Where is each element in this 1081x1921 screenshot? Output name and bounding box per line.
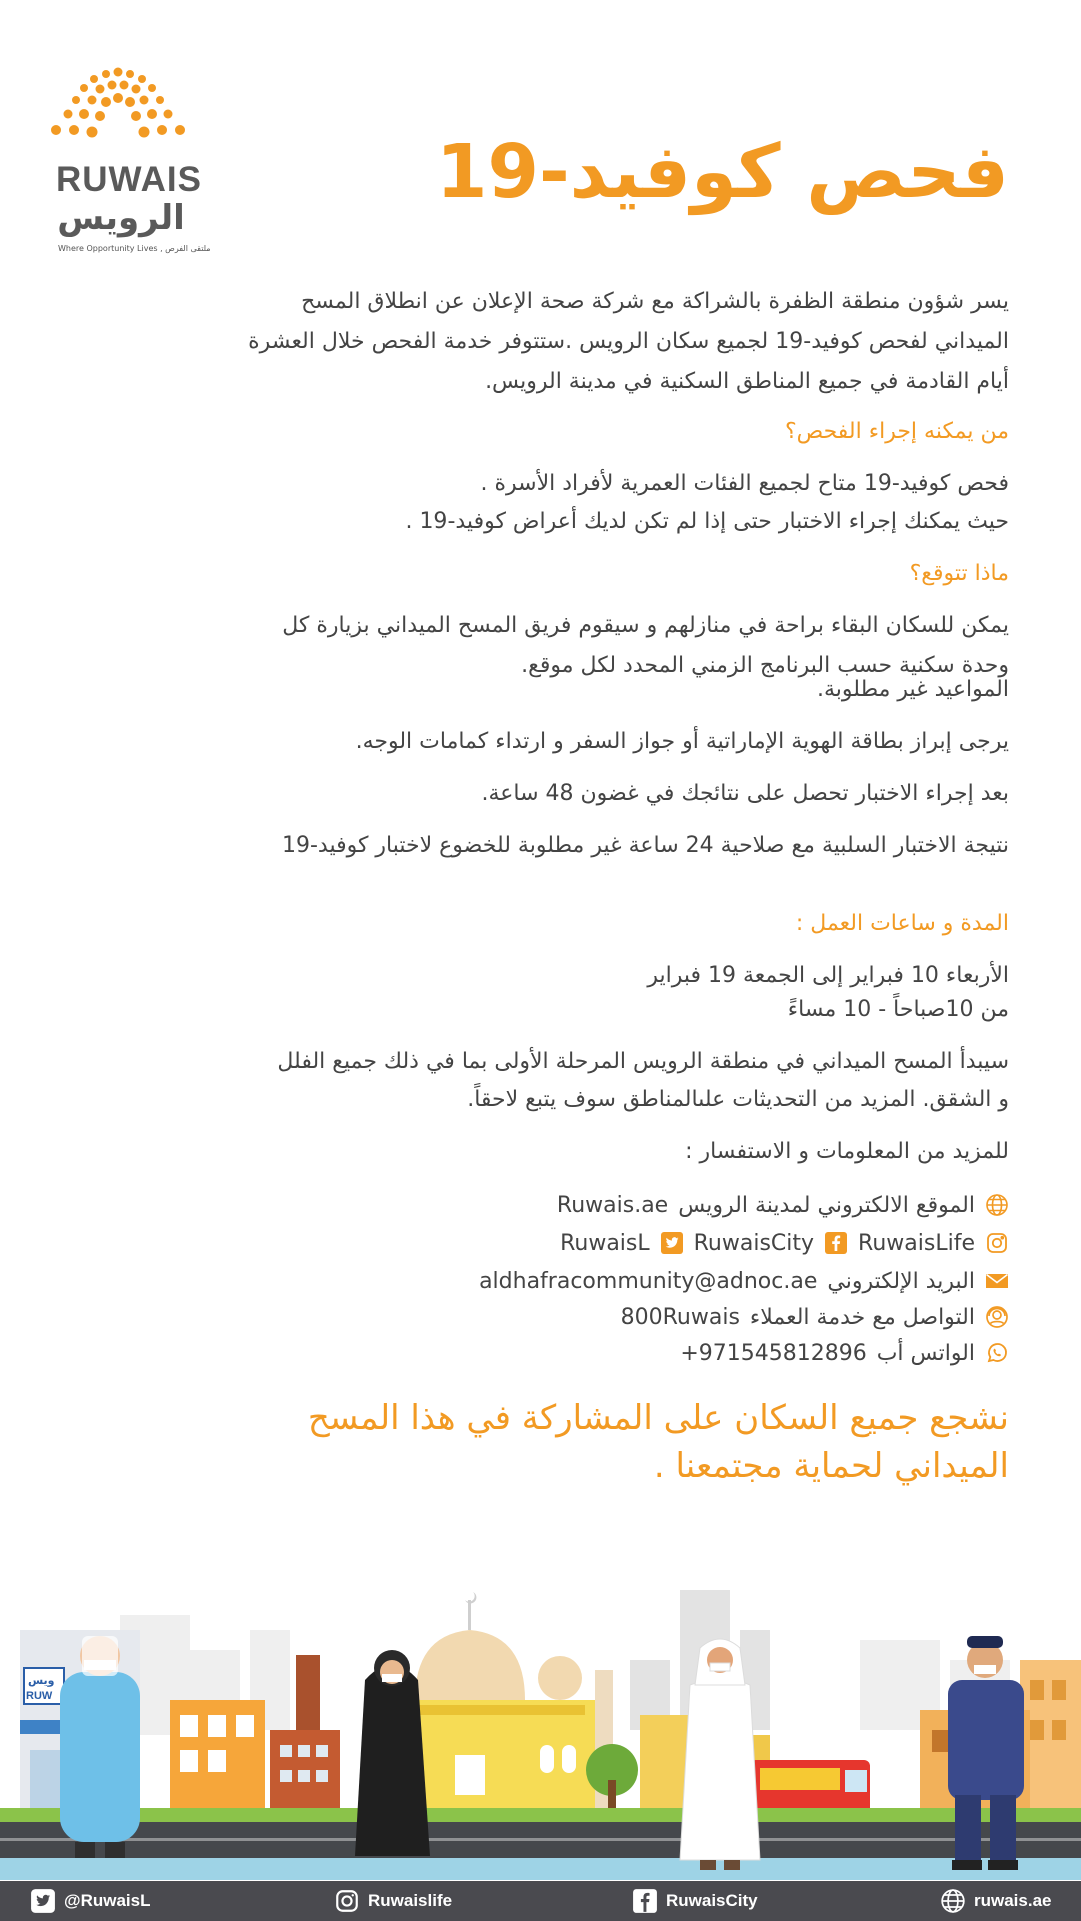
social-facebook[interactable]: RuwaisCity bbox=[693, 1230, 815, 1256]
website-row[interactable] bbox=[557, 1188, 1009, 1222]
logo-name-en: RUWAIS bbox=[56, 160, 202, 199]
validity-note: نتيجة الاختبار السلبية مع صلاحية 24 ساعة غير مطلوبة للخضوع لاختبار كوفيد-19 bbox=[281, 833, 1009, 858]
footer-facebook-handle[interactable]: RuwaisCity bbox=[666, 1891, 758, 1910]
footer-twitter[interactable] bbox=[30, 1887, 150, 1915]
twitter-icon[interactable] bbox=[660, 1231, 684, 1255]
logo-dots-icon bbox=[48, 64, 188, 154]
footer-website[interactable] bbox=[940, 1887, 1052, 1915]
website-label: الموقع الالكتروني لمدينة الرويس bbox=[678, 1192, 975, 1218]
whatsapp-row[interactable] bbox=[680, 1336, 1009, 1370]
customer-service-icon bbox=[985, 1305, 1009, 1329]
who-line-2: حيث يمكنك إجراء الاختبار حتى إذا لم تكن لديك أعراض كوفيد-19 . bbox=[405, 509, 1009, 534]
facebook-icon bbox=[632, 1888, 658, 1914]
phase-line-2: و الشقق. المزيد من التحديثات علىالمناطق سوف يتبع لاحقاً. bbox=[467, 1087, 1009, 1112]
globe-icon bbox=[985, 1193, 1009, 1217]
hours-dates: الأربعاء 10 فبراير إلى الجمعة 19 فبراير bbox=[647, 963, 1009, 988]
globe-icon bbox=[940, 1888, 966, 1914]
footer-facebook[interactable] bbox=[632, 1887, 758, 1915]
ruwais-logo bbox=[48, 64, 211, 264]
instagram-icon bbox=[334, 1888, 360, 1914]
contact-intro: للمزيد من المعلومات و الاستفسار : bbox=[685, 1139, 1009, 1164]
customer-service-number[interactable]: 800Ruwais bbox=[620, 1304, 740, 1330]
phase-line-1: سيبدأ المسح الميداني في منطقة الرويس المرحلة الأولى بما في ذلك جميع الفلل bbox=[277, 1049, 1009, 1074]
website-link[interactable]: Ruwais.ae bbox=[556, 1192, 669, 1218]
hours-heading: المدة و ساعات العمل : bbox=[795, 911, 1009, 936]
social-row bbox=[560, 1226, 1009, 1260]
customer-service-label: التواصل مع خدمة العملاء bbox=[749, 1304, 975, 1330]
expect-line-2: وحدة سكنية حسب البرنامج الزمني المحدد لكل موقع. bbox=[521, 653, 1009, 678]
facebook-icon[interactable] bbox=[824, 1231, 848, 1255]
social-twitter[interactable]: RuwaisL bbox=[560, 1230, 650, 1256]
expect-heading: ماذا تتوقع؟ bbox=[909, 561, 1009, 586]
closing-message bbox=[308, 1394, 1009, 1490]
city-illustration bbox=[0, 1560, 1081, 1880]
email-row[interactable] bbox=[479, 1264, 1009, 1298]
sign-en: RUW bbox=[26, 1690, 53, 1702]
sign-ar: ويس bbox=[28, 1674, 55, 1687]
intro-line-1: يسر شؤون منطقة الظفرة بالشراكة مع شركة صحة الإعلان عن انطلاق المسح bbox=[301, 289, 1009, 314]
id-note: يرجى إبراز بطاقة الهوية الإماراتية أو جواز السفر و ارتداء كمامات الوجه. bbox=[355, 729, 1009, 754]
instagram-icon[interactable] bbox=[985, 1231, 1009, 1255]
whatsapp-label: الواتس أب bbox=[876, 1340, 975, 1366]
page-title: فحص كوفيد-19 bbox=[435, 129, 1009, 215]
intro-line-3: أيام القادمة في جميع المناطق السكنية في مدينة الرويس. bbox=[485, 369, 1009, 394]
who-line-1: فحص كوفيد-19 متاح لجميع الفئات العمرية لأفراد الأسرة . bbox=[480, 471, 1009, 496]
closing-line-1: نشجع جميع السكان على المشاركة في هذا المسح bbox=[307, 1398, 1009, 1438]
whatsapp-number[interactable]: +971545812896 bbox=[680, 1340, 867, 1366]
logo-name-ar: الرويس bbox=[57, 198, 185, 238]
footer-website-link[interactable]: ruwais.ae bbox=[974, 1891, 1052, 1910]
intro-line-2: الميداني لفحص كوفيد-19 لجميع سكان الرويس .ستتوفر خدمة الفحص خلال العشرة bbox=[248, 329, 1009, 354]
logo-tagline: Where Opportunity Lives , ملتقى الفرص bbox=[58, 244, 211, 253]
closing-line-2: الميداني لحماية مجتمعنا . bbox=[653, 1446, 1009, 1486]
footer-instagram[interactable] bbox=[334, 1887, 452, 1915]
social-instagram[interactable]: RuwaisLife bbox=[858, 1230, 975, 1256]
customer-service-row[interactable] bbox=[621, 1300, 1009, 1334]
expect-line-3: المواعيد غير مطلوبة. bbox=[817, 677, 1009, 702]
twitter-icon bbox=[30, 1888, 56, 1914]
footer-instagram-handle[interactable]: Ruwaislife bbox=[368, 1891, 453, 1910]
mosque-dome bbox=[415, 1630, 525, 1700]
email-link[interactable]: aldhafracommunity@adnoc.ae bbox=[479, 1268, 818, 1294]
hours-times: من 10صباحاً - 10 مساءً bbox=[787, 997, 1009, 1022]
whatsapp-icon bbox=[985, 1341, 1009, 1365]
email-icon bbox=[985, 1269, 1009, 1293]
footer-twitter-handle[interactable]: @RuwaisL bbox=[64, 1891, 151, 1910]
who-heading: من يمكنه إجراء الفحص؟ bbox=[784, 419, 1009, 444]
expect-line-1: يمكن للسكان البقاء براحة في منازلهم و سيقوم فريق المسح الميداني بزيارة كل bbox=[282, 613, 1009, 638]
email-label: البريد الإلكتروني bbox=[827, 1268, 975, 1294]
results-note: بعد إجراء الاختبار تحصل على نتائجك في غضون 48 ساعة. bbox=[481, 781, 1009, 806]
footer-bar bbox=[0, 1881, 1081, 1921]
